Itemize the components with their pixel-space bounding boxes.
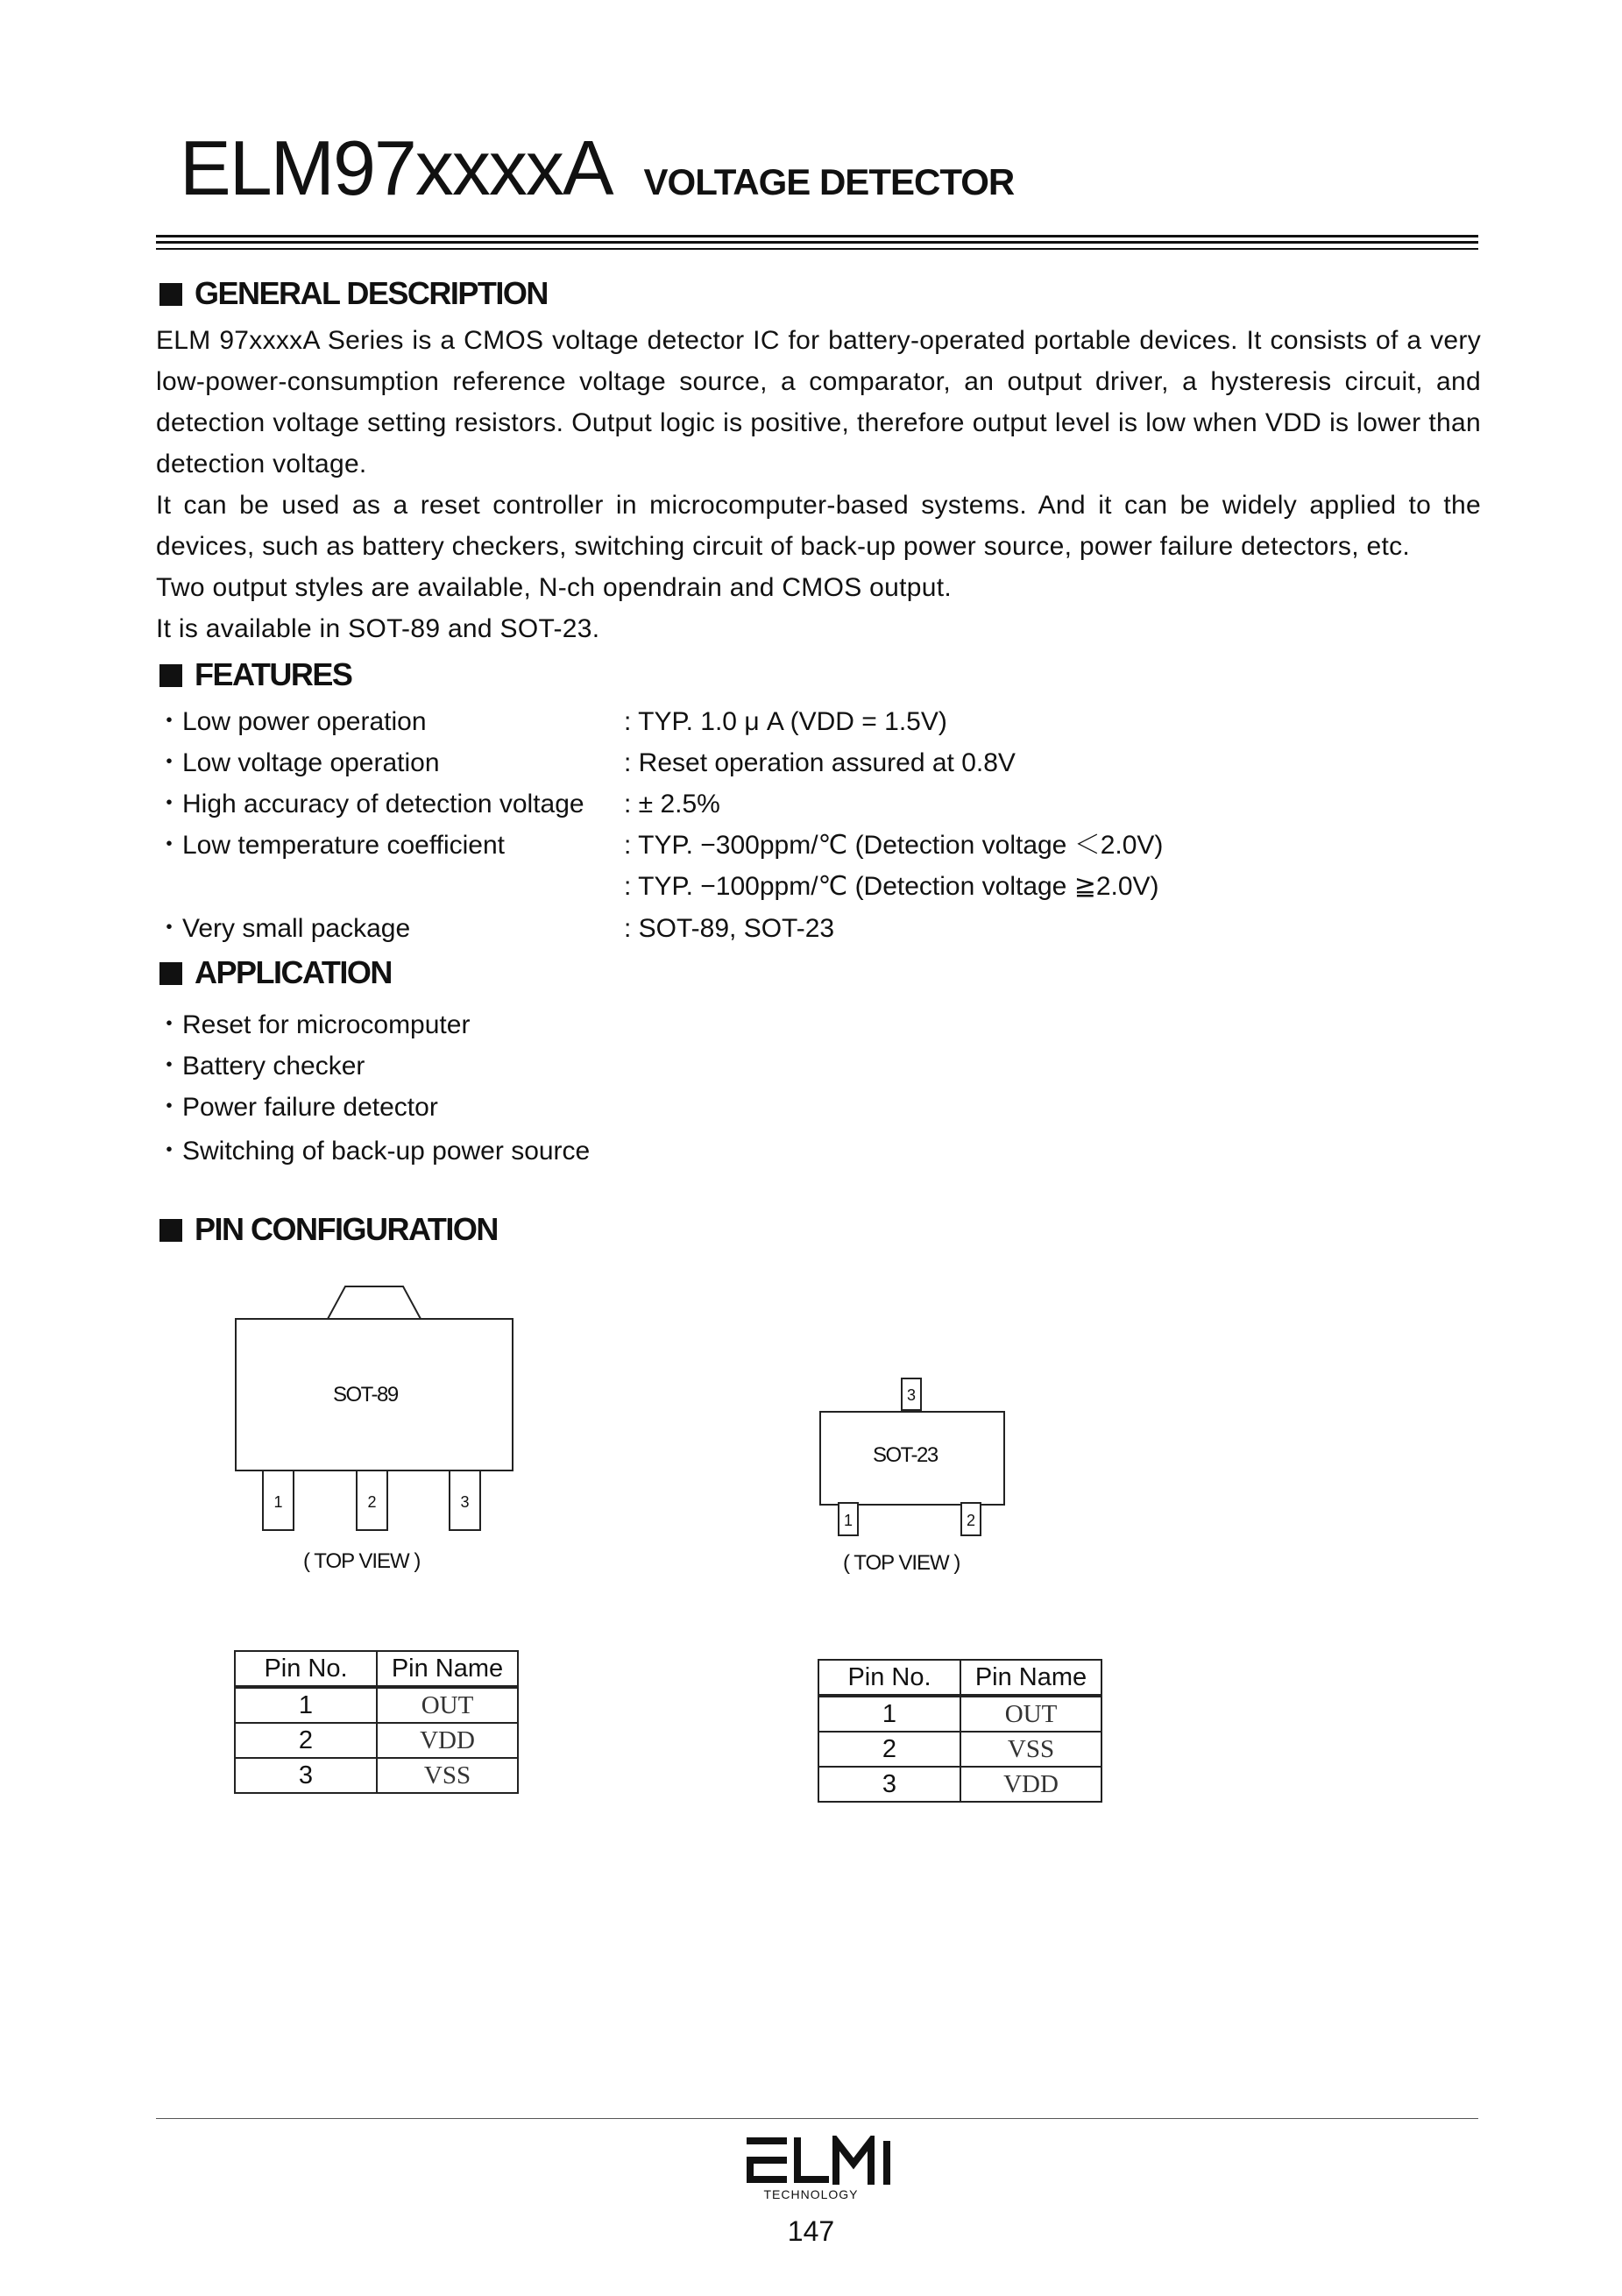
features-heading: FEATURES bbox=[159, 655, 351, 694]
pin-no-cell: 1 bbox=[818, 1696, 960, 1732]
application-heading: APPLICATION bbox=[159, 953, 392, 992]
feature-label: ・Very small package bbox=[156, 914, 411, 943]
pin-no-cell: 3 bbox=[235, 1758, 377, 1793]
pin-configuration-heading: PIN CONFIGURATION bbox=[159, 1210, 498, 1249]
pin-name-header: Pin Name bbox=[960, 1660, 1101, 1696]
feature-value: : Reset operation assured at 0.8V bbox=[624, 748, 1016, 777]
feature-value: : TYP. −300ppm/℃ (Detection voltage ＜2.0V) bbox=[624, 831, 1164, 860]
application-item: ・Battery checker bbox=[156, 1052, 365, 1081]
pin-no-header: Pin No. bbox=[235, 1651, 377, 1687]
product-type: VOLTAGE DETECTOR bbox=[643, 161, 1015, 202]
description-paragraph: It can be used as a reset controller in microcomputer-based systems. And it can be widely applied to the devices, such as battery checkers, switching circuit of back-up power source, power failure detectors, etc. bbox=[156, 491, 1481, 561]
square-bullet-icon bbox=[159, 1219, 182, 1242]
table-header-row bbox=[818, 1660, 1101, 1696]
general-description-body bbox=[156, 320, 1481, 649]
title-rule-top bbox=[156, 235, 1478, 237]
pin-name-cell: VDD bbox=[377, 1723, 518, 1758]
sot89-pin-2: 2 bbox=[356, 1470, 388, 1531]
sot89-pin-3: 3 bbox=[449, 1470, 481, 1531]
pin-name-cell: OUT bbox=[960, 1696, 1101, 1732]
footer-rule bbox=[156, 2118, 1478, 2119]
sot89-tab-drawing bbox=[326, 1285, 422, 1320]
page-number: 147 bbox=[787, 2215, 835, 2247]
title-rule-bottom bbox=[156, 248, 1478, 250]
pin-no-cell: 2 bbox=[818, 1732, 960, 1767]
application-item: ・Reset for microcomputer bbox=[156, 1010, 471, 1039]
description-paragraph: It is available in SOT-89 and SOT-23. bbox=[156, 614, 600, 643]
table-row bbox=[818, 1732, 1101, 1767]
table-row bbox=[818, 1696, 1101, 1732]
sot89-view-caption: ( TOP VIEW ) bbox=[303, 1549, 421, 1573]
feature-value: : SOT-89, SOT-23 bbox=[624, 914, 835, 943]
pin-name-cell: VDD bbox=[960, 1767, 1101, 1802]
description-paragraph: ELM 97xxxxA Series is a CMOS voltage detector IC for battery-operated portable devices. It consists of a very low-power-consumption reference voltage source, a comparator, an output driver, a hysteresis circuit, and detection voltage setting resistors. Output logic is positive, therefore output level is low when VDD is lower than detection voltage. bbox=[156, 326, 1481, 478]
feature-label: ・Low temperature coefficient bbox=[156, 831, 505, 860]
feature-value: : ± 2.5% bbox=[624, 790, 720, 818]
feature-label: ・Low voltage operation bbox=[156, 748, 440, 777]
sot23-pin-2: 2 bbox=[960, 1502, 981, 1536]
pin-name-cell: VSS bbox=[960, 1732, 1101, 1767]
feature-label: ・Low power operation bbox=[156, 707, 427, 736]
pin-no-cell: 1 bbox=[235, 1687, 377, 1723]
sot23-pin-table bbox=[818, 1659, 1102, 1803]
general-description-heading: GENERAL DESCRIPTION bbox=[159, 274, 548, 313]
application-item: ・Power failure detector bbox=[156, 1093, 438, 1122]
table-row bbox=[235, 1687, 518, 1723]
document-title bbox=[180, 124, 1015, 211]
sot23-package-label: SOT-23 bbox=[873, 1443, 938, 1467]
pin-name-cell: VSS bbox=[377, 1758, 518, 1793]
sot89-pin-1: 1 bbox=[262, 1470, 294, 1531]
pin-no-cell: 3 bbox=[818, 1767, 960, 1802]
feature-value: : TYP. −100ppm/℃ (Detection voltage ≧2.0V) bbox=[624, 872, 1159, 901]
part-number: ELM97xxxxA bbox=[180, 124, 613, 211]
square-bullet-icon bbox=[159, 962, 182, 985]
pin-no-cell: 2 bbox=[235, 1723, 377, 1758]
elm-logo bbox=[745, 2136, 890, 2186]
feature-label: ・High accuracy of detection voltage bbox=[156, 790, 584, 818]
table-row bbox=[235, 1758, 518, 1793]
title-rule-middle bbox=[156, 241, 1478, 244]
table-row bbox=[235, 1723, 518, 1758]
pin-no-header: Pin No. bbox=[818, 1660, 960, 1696]
application-item: ・Switching of back-up power source bbox=[156, 1137, 591, 1166]
table-header-row bbox=[235, 1651, 518, 1687]
square-bullet-icon bbox=[159, 664, 182, 687]
sot89-package-label: SOT-89 bbox=[333, 1383, 398, 1407]
description-paragraph: Two output styles are available, N-ch opendrain and CMOS output. bbox=[156, 573, 953, 602]
sot23-pin-1: 1 bbox=[838, 1502, 859, 1536]
sot89-pin-table bbox=[234, 1650, 519, 1794]
pin-name-cell: OUT bbox=[377, 1687, 518, 1723]
pin-name-header: Pin Name bbox=[377, 1651, 518, 1687]
sot23-pin-3: 3 bbox=[901, 1378, 922, 1411]
logo-subtext: TECHNOLOGY bbox=[763, 2187, 859, 2201]
square-bullet-icon bbox=[159, 283, 182, 306]
table-row bbox=[818, 1767, 1101, 1802]
sot23-view-caption: ( TOP VIEW ) bbox=[843, 1551, 960, 1575]
feature-value: : TYP. 1.0 μ A (VDD = 1.5V) bbox=[624, 707, 947, 736]
